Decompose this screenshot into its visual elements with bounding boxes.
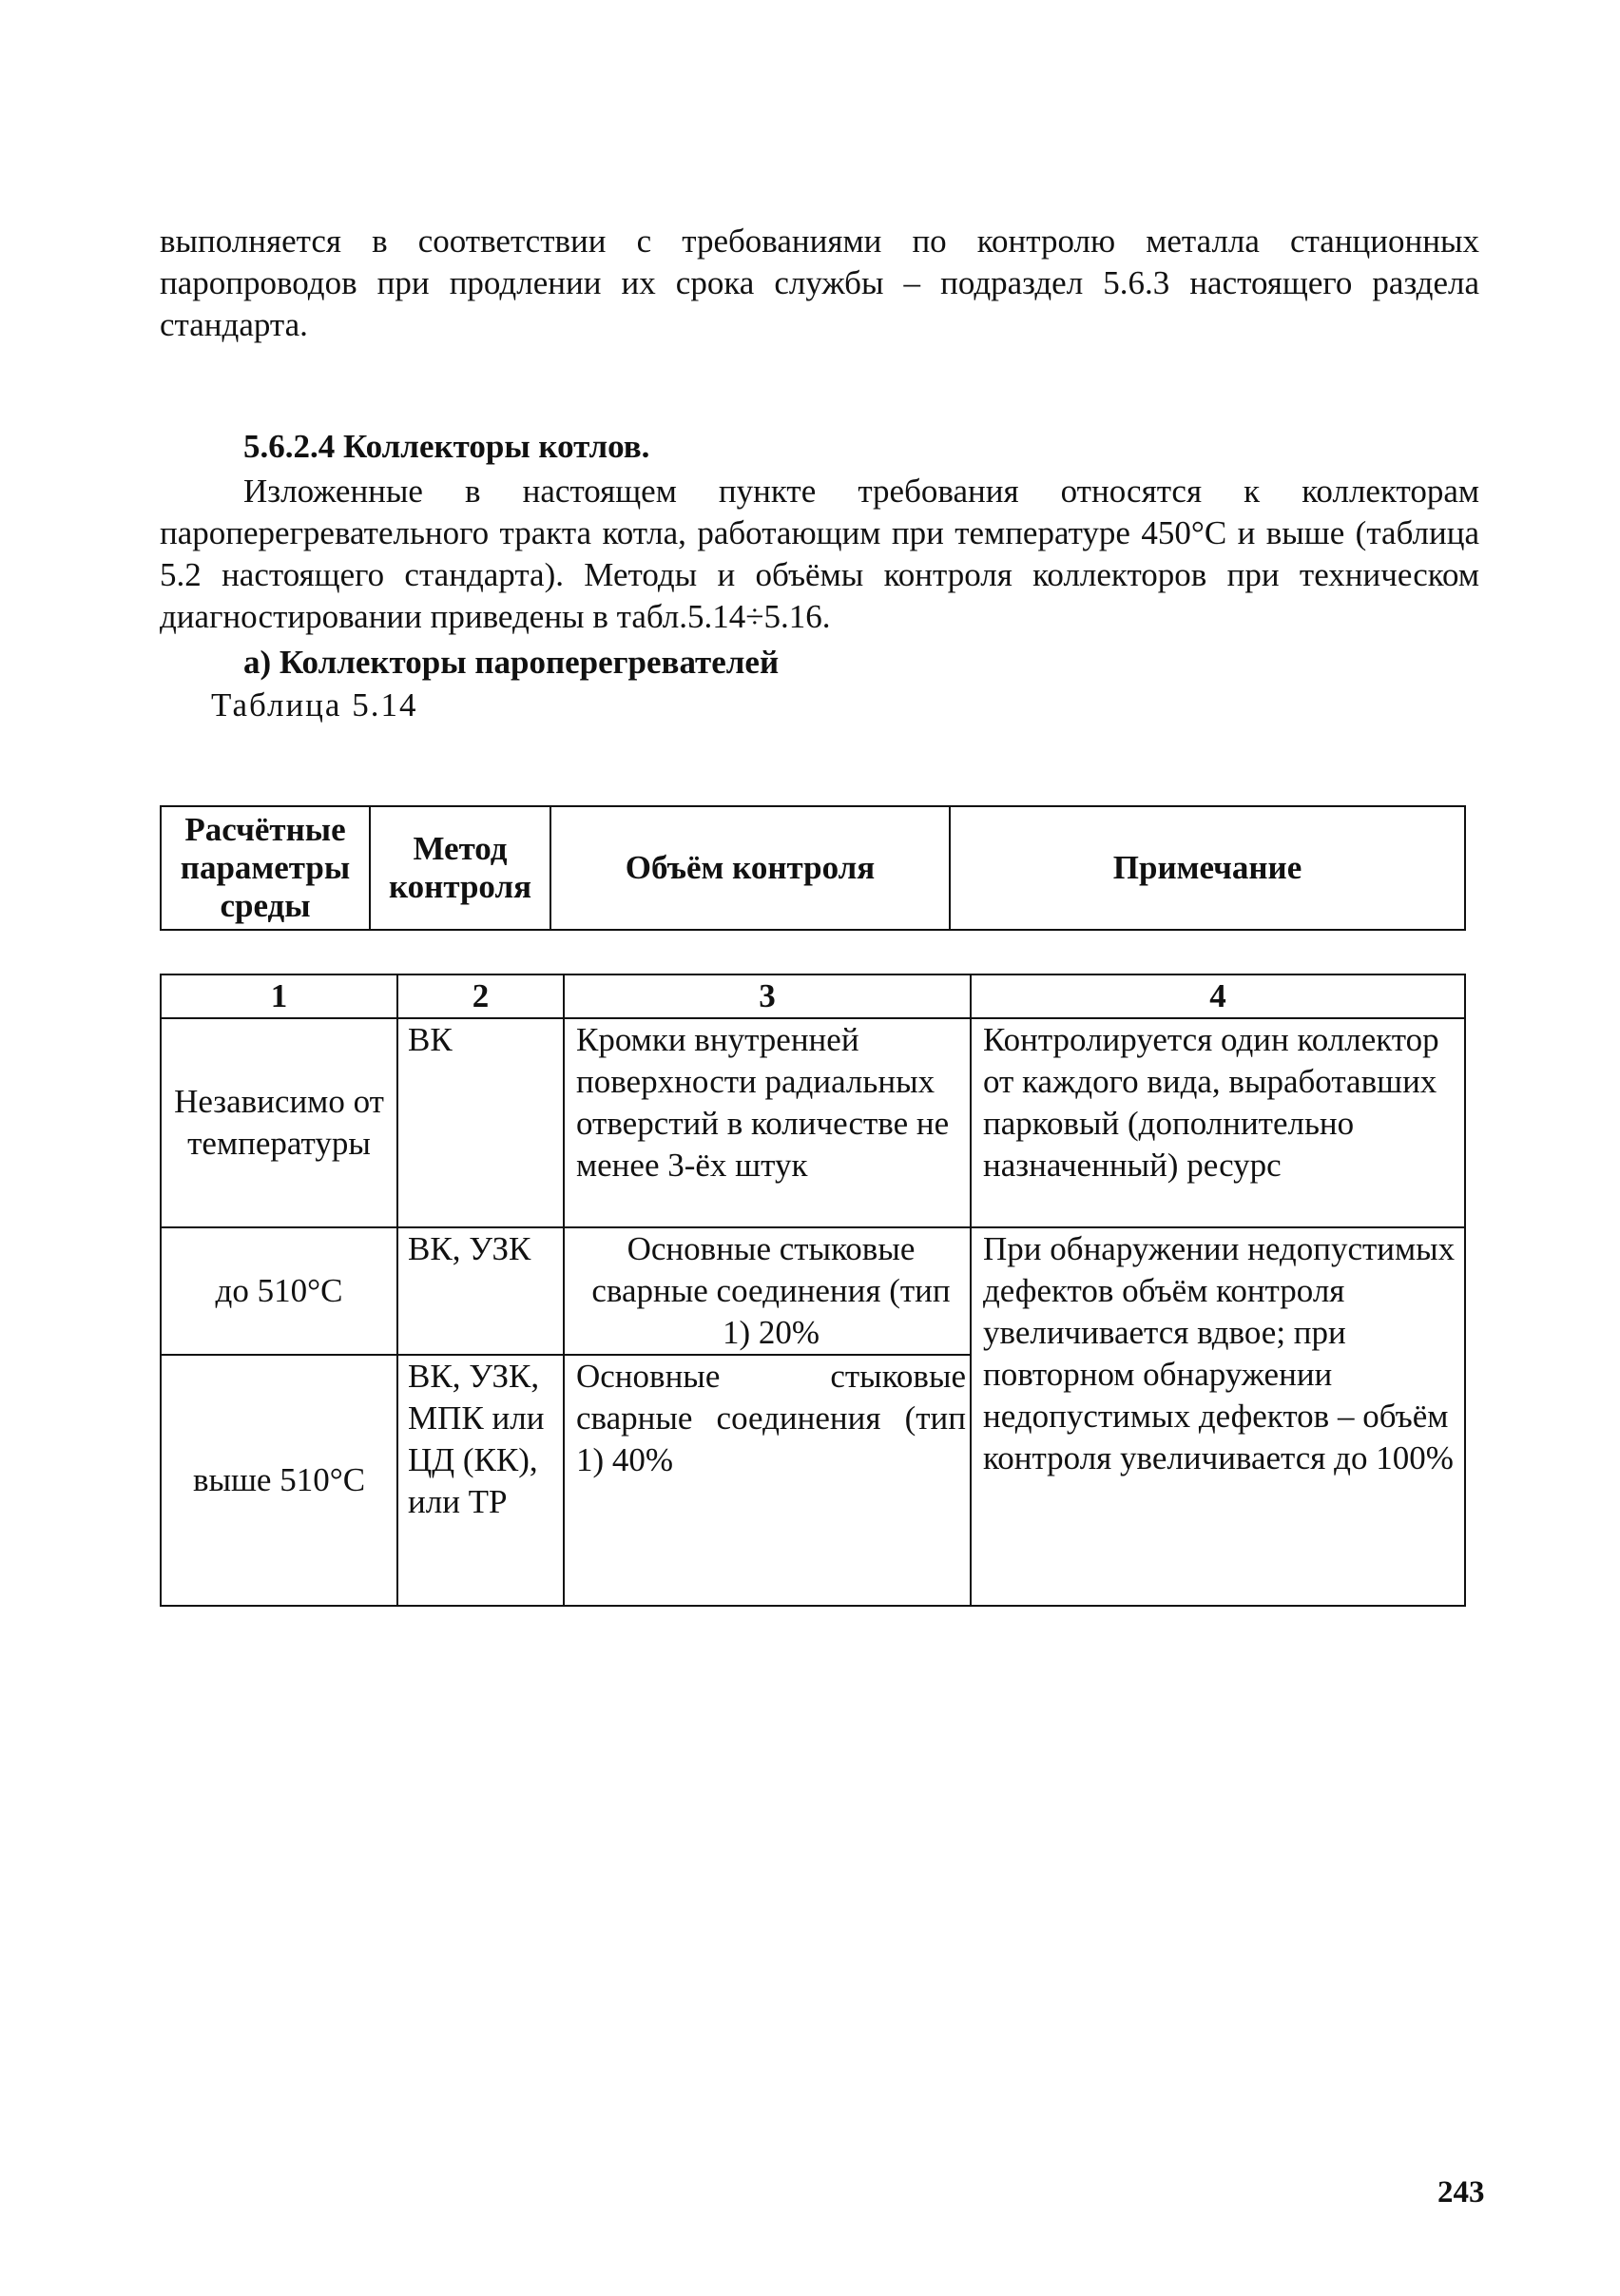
column-number: 4 bbox=[971, 974, 1465, 1018]
subheading: а) Коллекторы пароперегревателей bbox=[243, 644, 780, 681]
column-number: 2 bbox=[397, 974, 564, 1018]
cell-method: ВК, УЗК, МПК или ЦД (КК), или ТР bbox=[397, 1355, 564, 1606]
table-caption: Таблица 5.14 bbox=[211, 686, 418, 724]
cell-note: При обнаружении недопустимых дефектов объём контроля увеличивается вдвое; при повторном обнаружении недопустимых дефектов – объём контроля увеличивается до 100% bbox=[971, 1227, 1465, 1606]
table-row bbox=[161, 1227, 1465, 1355]
intro-paragraph: выполняется в соответствии с требованиями по контролю металла станционных паропроводов при продлении их срока службы – подраздел 5.6.3 настоящего раздела стандарта. bbox=[160, 222, 1479, 343]
cell-note: Контролируется один коллектор от каждого вида, выработавших парковый (дополнительно назначенный) ресурс bbox=[971, 1018, 1465, 1227]
data-table bbox=[160, 974, 1466, 1607]
cell-params: до 510°С bbox=[161, 1227, 397, 1355]
table-row bbox=[161, 1018, 1465, 1227]
section-paragraph: Изложенные в настоящем пункте требования относятся к коллекторам пароперегревательного тракта котла, работающим при температуре 450°С и выше (таблица 5.2 настоящего стандарта). Методы и объёмы контроля коллекторов при техническом диагностировании приведены в табл.5.14÷5.16. bbox=[160, 473, 1479, 635]
header-col-scope: Объём контроля bbox=[550, 806, 950, 930]
header-col-note: Примечание bbox=[950, 806, 1465, 930]
cell-params: Независимо от температуры bbox=[161, 1018, 397, 1227]
column-number: 3 bbox=[564, 974, 971, 1018]
cell-method: ВК bbox=[397, 1018, 564, 1227]
column-numbers-row bbox=[161, 974, 1465, 1018]
section-heading: 5.6.2.4 Коллекторы котлов. bbox=[243, 428, 650, 465]
column-number: 1 bbox=[161, 974, 397, 1018]
page-number: 243 bbox=[1437, 2175, 1485, 2209]
cell-method: ВК, УЗК bbox=[397, 1227, 564, 1355]
header-col-method: Метод контроля bbox=[370, 806, 550, 930]
header-col-params: Расчётные параметры среды bbox=[161, 806, 370, 930]
cell-params: выше 510°С bbox=[161, 1355, 397, 1606]
cell-scope: Основные стыковые сварные соединения (тип 1) 20% bbox=[564, 1227, 971, 1355]
cell-scope: Кромки внутренней поверхности радиальных отверстий в количестве не менее 3-ёх штук bbox=[564, 1018, 971, 1227]
cell-scope: Основные стыковые сварные соединения (тип 1) 40% bbox=[564, 1355, 971, 1606]
table-header bbox=[160, 805, 1466, 931]
